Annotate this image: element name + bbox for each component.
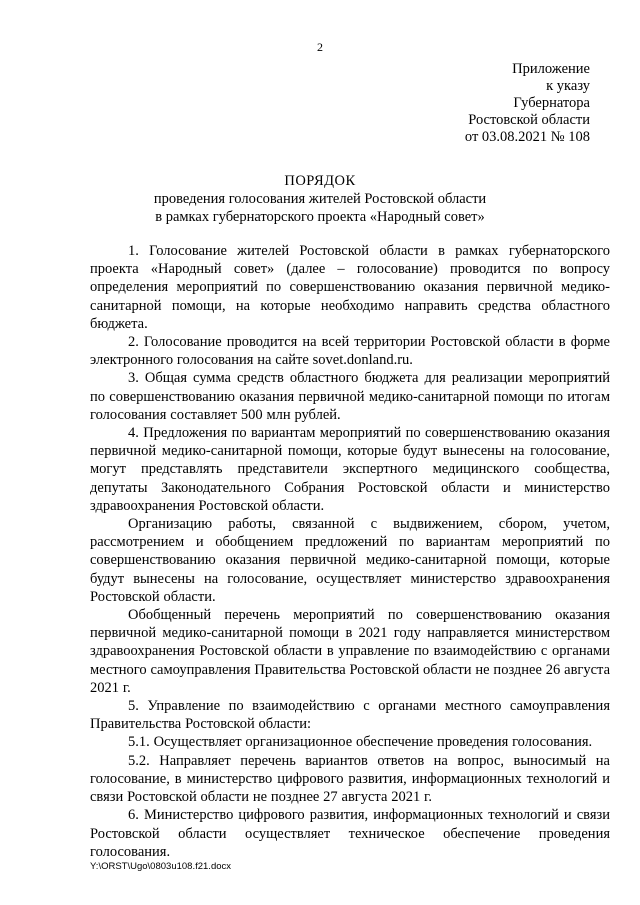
document-subtitle-line1: проведения голосования жителей Ростовской области (153, 191, 487, 207)
paragraph-5: 5. Управление по взаимодействию с органами местного самоуправления Правительства Ростовской области: (90, 698, 610, 733)
appendix-line: Губернатора (513, 95, 590, 111)
paragraph-3: 3. Общая сумма средств областного бюджета для реализации мероприятий по совершенствованию оказания первичной медико-санитарной помощи по итогам голосования составляет 500 млн рублей. (90, 370, 610, 423)
paragraph-4-organization: Организацию работы, связанной с выдвижением, сбором, учетом, рассмотрением и обобщением предложений по вариантам мероприятий по совершенствованию оказания первичной медико-санитарной помощи, которые будут вынесены на голосование, осуществляет министерство здравоохранения Ростовской области. (90, 516, 610, 605)
paragraph-2: 2. Голосование проводится на всей территории Ростовской области в форме электронного голосования на сайте sovet.donland.ru. (90, 334, 610, 369)
paragraph-1: 1. Голосование жителей Ростовской области в рамках губернаторского проекта «Народный совет» (далее – голосование) проводится по вопросу определения мероприятий по совершенствованию оказания первичной медико-санитарной помощи, на которые необходимо направить средства областного бюджета. (90, 243, 610, 332)
paragraph-5-1: 5.1. Осуществляет организационное обеспечение проведения голосования. (128, 734, 593, 751)
appendix-line: Приложение (512, 61, 590, 77)
paragraph-4: 4. Предложения по вариантам мероприятий по совершенствованию оказания первичной медико-санитарной помощи, которые будут вынесены на голосование, могут представлять представители экспертного медицинского сообщества, депутаты Законодательного Собрания Ростовской области и министерство здравоохранения Ростовской области. (90, 425, 610, 514)
paragraph-6: 6. Министерство цифрового развития, информационных технологий и связи Ростовской области осуществляет техническое обеспечение проведения голосования. (90, 807, 610, 860)
document-header (0, 172, 640, 226)
appendix-line: Ростовской области (468, 112, 590, 128)
paragraph-4-list: Обобщенный перечень мероприятий по совершенствованию оказания первичной медико-санитарной помощи в 2021 году направляется министерством здравоохранения Ростовской области в управление по взаимодействию с органами местного самоуправления Правительства Ростовской области не позднее 26 августа 2021 г. (90, 607, 610, 696)
appendix-line: к указу (546, 78, 590, 94)
page-number: 2 (317, 40, 323, 54)
appendix-block (360, 61, 590, 146)
document-subtitle-line2: в рамках губернаторского проекта «Народный совет» (155, 209, 485, 225)
document-title: ПОРЯДОК (284, 173, 356, 189)
paragraph-5-2: 5.2. Направляет перечень вариантов ответов на вопрос, выносимый на голосование, в министерство цифрового развития, информационных технологий и связи Ростовской области не позднее 27 августа 2021 г. (90, 752, 610, 806)
appendix-line: от 03.08.2021 № 108 (464, 129, 590, 145)
footer-file-path: Y:\ORST\Ugo\0803u108.f21.docx (90, 861, 232, 872)
document-body (90, 242, 610, 861)
